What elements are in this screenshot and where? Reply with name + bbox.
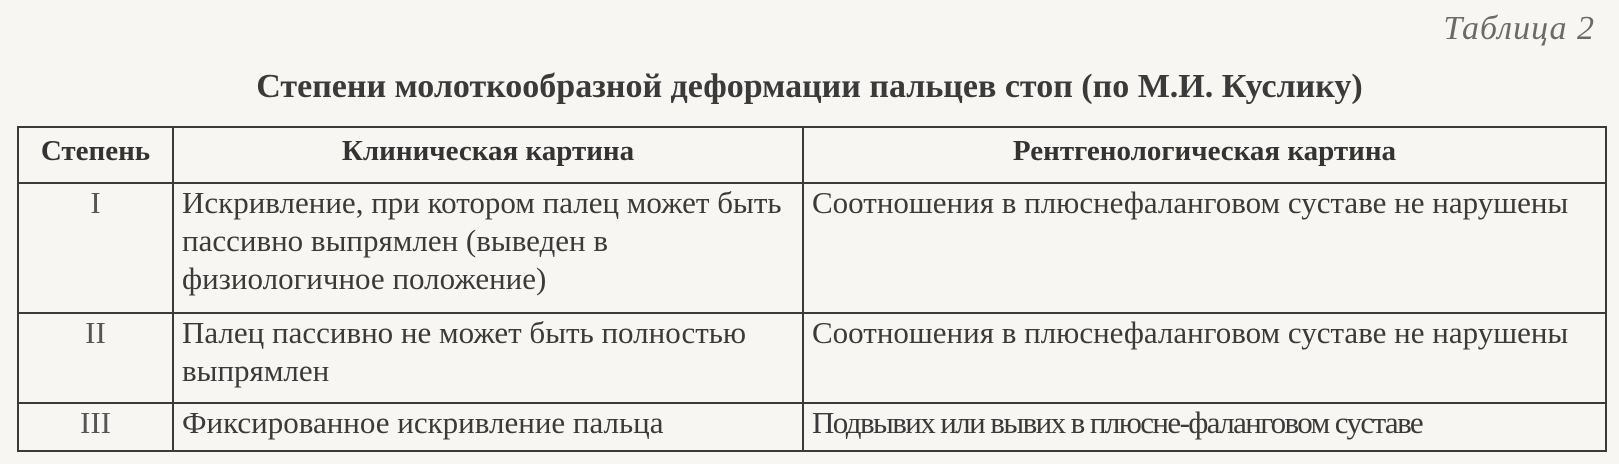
row-grade: I	[18, 183, 173, 313]
header-grade: Степень	[18, 127, 173, 183]
table-number-label: Таблица 2	[1443, 10, 1595, 47]
row-clinical: Искривление, при котором палец может быть пассивно выпрямлен (выведен в физиологичное положение)	[173, 183, 803, 313]
table-row	[18, 313, 1606, 403]
row-grade: II	[18, 313, 173, 403]
row-clinical: Палец пассивно не может быть полностью выпрямлен	[173, 313, 803, 403]
table-row	[18, 183, 1606, 313]
row-xray: Соотношения в плюснефаланговом суставе не нарушены	[803, 183, 1606, 313]
table-title: Степени молоткообразной деформации пальцев стоп (по М.И. Куслику)	[256, 68, 1363, 105]
table-row	[18, 403, 1606, 451]
deformity-grades-table	[17, 126, 1607, 452]
header-clinical: Клиническая картина	[173, 127, 803, 183]
table-header-row	[18, 127, 1606, 183]
header-xray: Рентгенологическая картина	[803, 127, 1606, 183]
row-grade: III	[18, 403, 173, 451]
row-xray: Соотношения в плюснефаланговом суставе не нарушены	[803, 313, 1606, 403]
row-clinical: Фиксированное искривление пальца	[173, 403, 803, 451]
row-xray: Подвывих или вывих в плюсне-фаланговом суставе	[803, 403, 1606, 451]
